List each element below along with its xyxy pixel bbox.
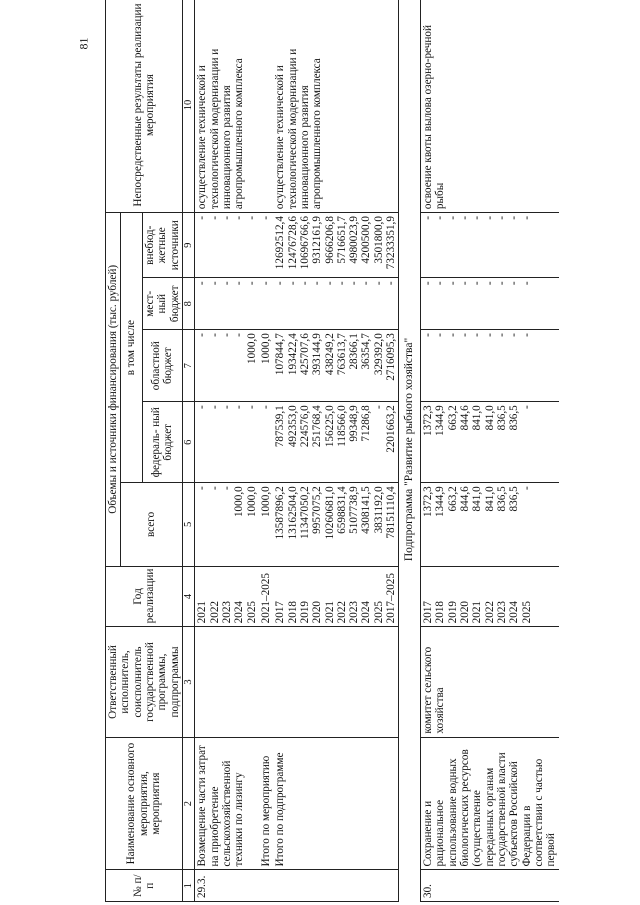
table-row xyxy=(259,0,273,902)
total-amount: 1372,3 1344,9 663,2 844,6 841,0 841,0 836,5 836,5 - xyxy=(421,483,559,566)
page-number: 81 xyxy=(76,37,91,50)
federal-amount: - xyxy=(259,402,273,483)
federal-amount: - - - - - xyxy=(195,402,259,483)
regional-amount: - - - - - - - - - xyxy=(421,330,559,402)
local-amount: - - - - - - - - - - xyxy=(273,278,399,330)
header-name: Наименование основного мероприятия, мероприятия xyxy=(106,737,183,870)
offbudget-amount: - - - - - xyxy=(195,213,259,278)
total-event-label: Итого по мероприятию xyxy=(259,737,273,870)
header-offbudget: внебюд- жетные источники xyxy=(142,213,182,278)
header-including: в том числе xyxy=(121,213,143,483)
row-number: 29.3. xyxy=(195,870,259,902)
event-name: Сохранение и рациональное использование водных биологических ресурсов (осуществление переданных органам государственной власти субъектов Российской Федерации в соответствии с частью первой xyxy=(421,737,559,870)
column-number: 6 xyxy=(182,402,195,483)
header-funding: Объемы и источники финансирования (тыс. рублей) xyxy=(106,213,121,567)
column-number: 4 xyxy=(182,566,195,627)
header-total: всего xyxy=(121,483,183,566)
column-number-row xyxy=(182,0,195,902)
header-results: Непосредственные результаты реализации мероприятия xyxy=(106,0,183,213)
column-number: 3 xyxy=(182,627,195,737)
regional-amount: - - - - 1000,0 xyxy=(195,330,259,402)
header-responsible: Ответственный исполнитель, соисполнитель государственной программы, подпрограммы xyxy=(106,627,183,737)
table-row xyxy=(273,0,399,902)
federal-amount: 1372,3 1344,9 663,2 844,6 841,0 841,0 836,5 836,5 - xyxy=(421,402,559,483)
column-number: 7 xyxy=(182,330,195,402)
years: 2021–2025 xyxy=(259,566,273,627)
row-number: 30. xyxy=(421,870,559,902)
column-number: 8 xyxy=(182,278,195,330)
offbudget-amount: - xyxy=(259,213,273,278)
column-number: 2 xyxy=(182,737,195,870)
total-amount: 13587896,2 13162504,0 11347050,2 9957075,2 10260681,0 6598831,4 5107738,9 4308141,5 3831192,0 78151110,4 xyxy=(273,483,399,566)
regional-amount: 1000,0 xyxy=(259,330,273,402)
years: 2021 2022 2023 2024 2025 xyxy=(195,566,259,627)
years: 2017 2018 2019 2020 2021 2022 2023 2024 2025 2017–2025 xyxy=(273,566,399,627)
federal-amount: 787539,1 492353,0 224576,0 251768,4 156225,0 118566,0 99348,9 71286,8 - 2201663,2 xyxy=(273,402,399,483)
local-amount: - - - - - - - - - xyxy=(421,278,559,330)
table-row xyxy=(195,0,259,902)
total-subprogram-label: Итого по подпрограмме xyxy=(273,737,399,870)
years: 2017 2018 2019 2020 2021 2022 2023 2024 2025 xyxy=(421,566,559,627)
header-regional: областной бюджет xyxy=(142,330,182,402)
result-text: освоение квоты вылова озерно-речной рыбы xyxy=(421,0,559,213)
column-number: 5 xyxy=(182,483,195,566)
responsible-executor: комитет сельского хозяйства xyxy=(421,627,559,737)
header-no: № п/п xyxy=(106,870,183,902)
header-local: мест- ный бюджет xyxy=(142,278,182,330)
header-year: Год реализации xyxy=(106,566,183,627)
total-amount: 1000,0 xyxy=(259,483,273,566)
header-federal: федераль- ный бюджет xyxy=(142,402,182,483)
offbudget-amount: 12692512,4 12476728,6 10696766,6 9312161,9 9666206,8 5716651,7 4980023,9 4200500,0 3501800,0 73233351,9 xyxy=(273,213,399,278)
event-name: Возмещение части затрат на приобретение сельскохозяйственной техники по лизингу xyxy=(195,737,259,870)
offbudget-amount: - - - - - - - - - xyxy=(421,213,559,278)
local-amount: - xyxy=(259,278,273,330)
responsible-executor xyxy=(195,627,259,737)
regional-amount: 107844,7 193422,4 425707,6 393144,9 438249,2 763613,7 28366,1 36354,7 329392,0 2716095,3 xyxy=(273,330,399,402)
landscape-table-sheet xyxy=(105,0,640,902)
local-amount: - - - - - xyxy=(195,278,259,330)
total-amount: - - - 1000,0 1000,0 xyxy=(195,483,259,566)
column-number: 1 xyxy=(182,870,195,902)
result-text: осуществление технической и технологической модернизации и инновационного развития агропромышленного комплекса xyxy=(195,0,259,213)
column-number: 10 xyxy=(182,0,195,213)
funding-table xyxy=(105,0,559,902)
subprogram-title: Подпрограмма "Развитие рыбного хозяйства" xyxy=(399,0,421,902)
subprogram-heading-row xyxy=(399,0,421,902)
result-text: осуществление технической и технологической модернизации и инновационного развития агропромышленного комплекса xyxy=(273,0,399,213)
column-number: 9 xyxy=(182,213,195,278)
table-row xyxy=(421,0,559,902)
